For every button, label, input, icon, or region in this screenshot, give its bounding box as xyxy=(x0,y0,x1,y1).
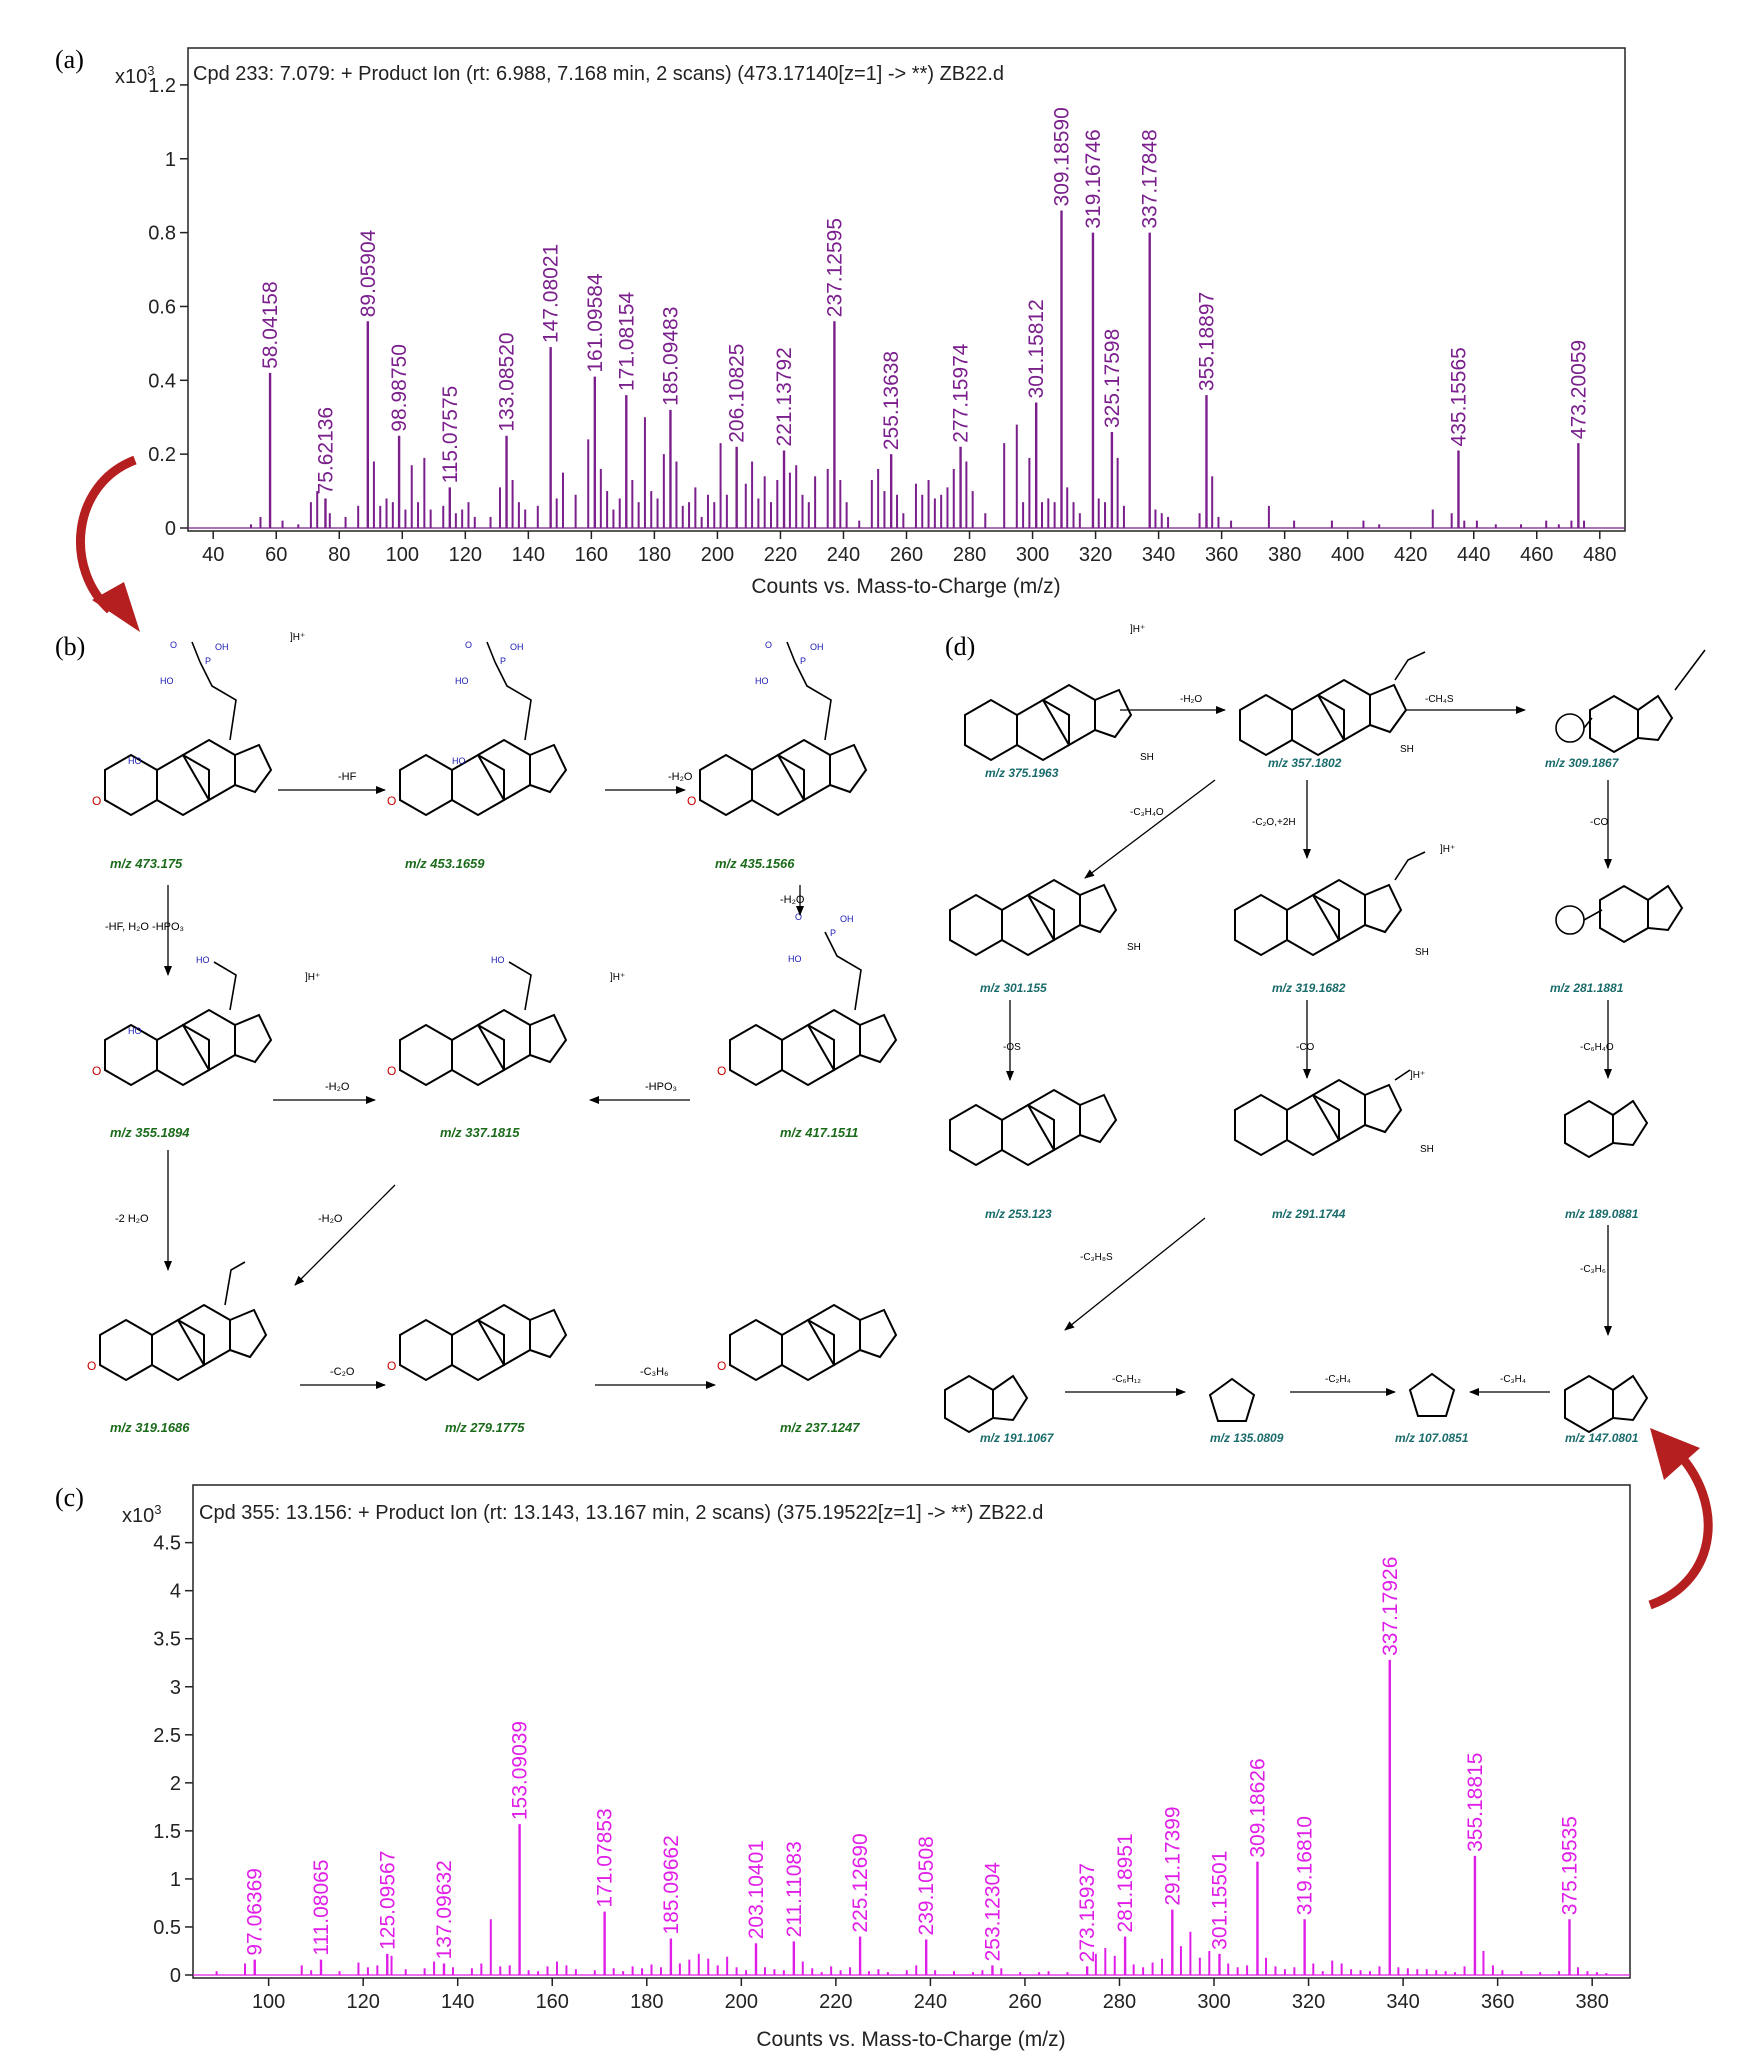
fragmentation-schemes xyxy=(0,624,1743,1480)
spectrum-c-x-axis xyxy=(252,1978,1609,2013)
c-xtick-label: 140 xyxy=(441,1991,475,2013)
a-peak-label: 473.20059 xyxy=(1567,339,1591,440)
svg-text:P: P xyxy=(500,656,507,666)
c-ytick-label: 4.5 xyxy=(153,1532,181,1555)
a-ytick-label: 0.2 xyxy=(148,444,176,467)
svg-text:HO: HO xyxy=(755,676,769,686)
structure-d-191 xyxy=(945,1376,1027,1432)
svg-text:HO: HO xyxy=(128,1026,142,1036)
a-ytick-label: 0.4 xyxy=(148,370,176,393)
structure-d-301 xyxy=(950,880,1116,955)
structure-d-147 xyxy=(1565,1376,1647,1432)
spectrum-c-peaks xyxy=(193,1557,1630,1975)
a-peak-label: 147.08021 xyxy=(539,243,563,344)
c-ytick-label: 4 xyxy=(169,1580,181,1603)
a-peak-label: 435.15565 xyxy=(1447,347,1471,447)
svg-text:OH: OH xyxy=(810,642,824,652)
svg-text:O: O xyxy=(465,640,473,650)
a-peak-label: 337.17848 xyxy=(1138,129,1162,229)
c-peak-label: 111.08065 xyxy=(310,1859,334,1956)
c-ytick-label: 3.5 xyxy=(153,1628,181,1651)
a-ytick-label: 0.8 xyxy=(148,222,176,245)
spectrum-a-scale: $x10^3$ xyxy=(115,63,155,88)
loss-b-9: -C₂O xyxy=(330,1366,355,1378)
svg-text:O: O xyxy=(87,1359,97,1373)
a-xtick-label: 160 xyxy=(574,544,609,566)
svg-text:P: P xyxy=(205,656,212,666)
c-peak-label: 185.09662 xyxy=(659,1835,683,1935)
svg-text:SH: SH xyxy=(1127,942,1141,953)
loss-d-9: -C₃H₈S xyxy=(1080,1252,1113,1263)
spectrum-a-y-axis xyxy=(148,75,188,540)
a-xtick-label: 340 xyxy=(1141,544,1176,566)
svg-text:]H⁺: ]H⁺ xyxy=(610,972,626,983)
svg-text:O: O xyxy=(717,1359,727,1373)
svg-text:O: O xyxy=(92,794,102,808)
a-xtick-label: 40 xyxy=(202,544,225,566)
svg-text:P: P xyxy=(830,928,837,938)
structure-d-253 xyxy=(950,1090,1116,1165)
svg-text:O: O xyxy=(765,640,773,650)
structure-b-417 xyxy=(730,1010,896,1085)
ion-d-107: m/z 107.0851 xyxy=(1395,1431,1469,1445)
svg-text:HO: HO xyxy=(491,955,505,965)
structure-d-319 xyxy=(1235,880,1401,955)
c-peak-label: 125.09567 xyxy=(376,1850,400,1950)
ion-d-191: m/z 191.1067 xyxy=(980,1431,1054,1445)
structure-b-279 xyxy=(400,1305,566,1380)
svg-text:]H⁺: ]H⁺ xyxy=(1130,624,1146,635)
ion-b-453: m/z 453.1659 xyxy=(405,856,485,871)
c-peak-label: 153.09039 xyxy=(508,1720,532,1821)
a-xtick-label: 480 xyxy=(1583,544,1617,566)
spectrum-a-peaks xyxy=(188,107,1625,528)
c-xtick-label: 120 xyxy=(346,1991,380,2013)
a-xtick-label: 400 xyxy=(1330,544,1365,566)
spectrum-a xyxy=(0,40,1743,610)
c-peak-label: 281.18951 xyxy=(1114,1833,1138,1933)
c-xtick-label: 380 xyxy=(1575,1991,1609,2013)
structure-d-291 xyxy=(1235,1080,1401,1155)
arrow-b-337-319 xyxy=(295,1185,395,1285)
spectrum-a-title: Cpd 233: 7.079: + Product Ion (rt: 6.988, 7.168 min, 2 scans) (473.17140[z=1] -> **) ZB22.d xyxy=(193,63,1005,85)
a-xtick-label: 420 xyxy=(1394,544,1428,566)
loss-b-2: -H₂O xyxy=(668,771,693,783)
svg-text:O: O xyxy=(387,1064,397,1078)
loss-b-1: -HF xyxy=(338,771,357,783)
a-peak-label: 171.08154 xyxy=(615,291,639,392)
a-xtick-label: 300 xyxy=(1015,544,1050,566)
a-peak-label: 255.13638 xyxy=(880,350,904,451)
loss-d-12: -C₂H₄ xyxy=(1325,1374,1351,1385)
a-peak-label: 309.18590 xyxy=(1050,107,1074,207)
c-xtick-label: 320 xyxy=(1291,1991,1326,2013)
a-peak-label: 89.05904 xyxy=(356,229,380,318)
loss-b-8: -H₂O xyxy=(318,1213,343,1225)
spectrum-c-title: Cpd 355: 13.156: + Product Ion (rt: 13.143, 13.167 min, 2 scans) (375.19522[z=1] -> **) ZB22.d xyxy=(199,1502,1044,1524)
a-ytick-label: 0 xyxy=(164,518,176,540)
svg-text:O: O xyxy=(717,1064,727,1078)
c-peak-label: 337.17926 xyxy=(1378,1556,1402,1656)
loss-d-4: -C₂O,+2H xyxy=(1252,817,1296,828)
a-peak-label: 75.62136 xyxy=(314,406,338,495)
a-xtick-label: 460 xyxy=(1520,544,1554,566)
c-peak-label: 301.15501 xyxy=(1208,1850,1232,1950)
a-ytick-label: 1 xyxy=(164,148,176,171)
panel-label-c: (c) xyxy=(55,1483,84,1512)
a-xtick-label: 240 xyxy=(826,544,861,566)
svg-text:O: O xyxy=(687,794,697,808)
a-peak-label: 355.18897 xyxy=(1195,291,1219,392)
ion-d-301: m/z 301.155 xyxy=(980,981,1047,995)
c-peak-label: 225.12690 xyxy=(849,1833,873,1933)
structure-b-337 xyxy=(400,1010,566,1085)
ion-b-417: m/z 417.1511 xyxy=(780,1125,859,1140)
ion-b-355: m/z 355.1894 xyxy=(110,1125,190,1140)
c-xtick-label: 220 xyxy=(819,1991,853,2013)
loss-b-7: -2 H₂O xyxy=(115,1213,149,1225)
a-ytick-label: 0.6 xyxy=(148,296,176,319)
svg-text:]H⁺: ]H⁺ xyxy=(290,632,306,643)
c-peak-label: 375.19535 xyxy=(1558,1815,1582,1916)
c-xtick-label: 180 xyxy=(630,1991,664,2013)
loss-d-6: -OS xyxy=(1003,1042,1021,1053)
spectrum-c xyxy=(0,1478,1743,2063)
a-xtick-label: 180 xyxy=(637,544,672,566)
a-xtick-label: 440 xyxy=(1457,544,1491,566)
svg-text:]H⁺: ]H⁺ xyxy=(1410,1070,1426,1081)
loss-d-5: -CO xyxy=(1590,817,1609,828)
c-ytick-label: 1 xyxy=(169,1868,181,1891)
structure-b-355 xyxy=(105,1010,271,1085)
loss-d-8: -C₆H₄O xyxy=(1580,1042,1614,1053)
svg-text:OH: OH xyxy=(840,914,854,924)
loss-d-10: -C₃H₆ xyxy=(1580,1264,1606,1275)
svg-text:O: O xyxy=(387,794,397,808)
svg-text:OH: OH xyxy=(215,642,229,652)
ion-d-147: m/z 147.0801 xyxy=(1565,1431,1639,1445)
svg-text:HO: HO xyxy=(788,954,802,964)
svg-text:O: O xyxy=(387,1359,397,1373)
a-xtick-label: 100 xyxy=(385,544,419,566)
c-ytick-label: 3 xyxy=(169,1676,181,1699)
svg-text:O: O xyxy=(92,1064,102,1078)
loss-b-6: -HPO₃ xyxy=(645,1081,677,1093)
loss-d-11: -C₆H₁₂ xyxy=(1112,1374,1142,1385)
spectrum-a-frame xyxy=(188,48,1625,531)
structure-b-319 xyxy=(100,1305,266,1380)
c-peak-label: 239.10508 xyxy=(915,1836,939,1936)
a-peak-label: 115.07575 xyxy=(438,385,462,484)
a-peak-label: 185.09483 xyxy=(659,306,683,406)
spectrum-c-scale: $x10^3$ xyxy=(122,1502,162,1527)
structure-d-309 xyxy=(1590,696,1672,752)
loss-d-1: -H₂O xyxy=(1180,694,1203,705)
panel-label-a: (a) xyxy=(55,45,84,74)
svg-text:SH: SH xyxy=(1415,947,1429,958)
svg-text:SH: SH xyxy=(1140,752,1154,763)
ion-d-135: m/z 135.0809 xyxy=(1210,1431,1284,1445)
structure-d-281 xyxy=(1600,886,1682,942)
ion-b-473: m/z 473.175 xyxy=(110,856,183,871)
ion-b-319: m/z 319.1686 xyxy=(110,1420,190,1435)
svg-text:HO: HO xyxy=(160,676,174,686)
svg-text:HO: HO xyxy=(196,955,210,965)
loss-b-5: -H₂O xyxy=(325,1081,350,1093)
a-peak-label: 58.04158 xyxy=(259,281,283,369)
structure-b-453 xyxy=(400,740,566,815)
c-ytick-label: 2 xyxy=(169,1772,181,1795)
c-peak-label: 309.18626 xyxy=(1246,1758,1270,1858)
spectrum-a-xlabel: Counts vs. Mass-to-Charge (m/z) xyxy=(751,575,1061,598)
a-xtick-label: 140 xyxy=(511,544,546,566)
c-peak-label: 97.06369 xyxy=(243,1868,267,1956)
ion-d-375: m/z 375.1963 xyxy=(985,766,1059,780)
a-peak-label: 133.08520 xyxy=(495,332,519,432)
c-xtick-label: 160 xyxy=(535,1991,569,2013)
svg-text:SH: SH xyxy=(1400,744,1414,755)
c-xtick-label: 100 xyxy=(251,1991,286,2013)
structure-d-375 xyxy=(965,685,1131,760)
loss-d-3: -C₃H₄O xyxy=(1130,807,1164,818)
ion-d-189: m/z 189.0881 xyxy=(1565,1207,1639,1221)
c-xtick-label: 280 xyxy=(1102,1991,1137,2013)
svg-text:OH: OH xyxy=(510,642,524,652)
spectrum-c-frame xyxy=(193,1485,1630,1978)
a-peak-label: 161.09584 xyxy=(583,273,607,373)
c-ytick-label: 0.5 xyxy=(153,1916,181,1939)
ion-d-281: m/z 281.1881 xyxy=(1550,981,1624,995)
svg-text:HO: HO xyxy=(128,756,142,766)
c-xtick-label: 360 xyxy=(1480,1991,1515,2013)
a-xtick-label: 60 xyxy=(265,544,288,566)
c-peak-label: 211.11083 xyxy=(782,1841,806,1938)
c-ytick-label: 2.5 xyxy=(153,1724,181,1747)
structure-b-435 xyxy=(700,740,866,815)
ion-d-253: m/z 253.123 xyxy=(985,1207,1052,1221)
c-peak-label: 355.18815 xyxy=(1463,1752,1487,1852)
structure-d-107 xyxy=(1410,1374,1454,1416)
structure-d-189 xyxy=(1565,1101,1647,1157)
loss-b-10: -C₃H₆ xyxy=(640,1366,669,1378)
ion-d-319: m/z 319.1682 xyxy=(1272,981,1346,995)
c-peak-label: 253.12304 xyxy=(981,1862,1005,1962)
a-xtick-label: 380 xyxy=(1267,544,1302,566)
structure-b-473 xyxy=(105,740,271,815)
a-peak-label: 319.16746 xyxy=(1081,129,1105,229)
a-xtick-label: 120 xyxy=(448,544,483,566)
c-xtick-label: 260 xyxy=(1008,1991,1042,2013)
c-peak-label: 273.15937 xyxy=(1076,1863,1100,1963)
c-peak-label: 137.09632 xyxy=(432,1860,456,1960)
a-peak-label: 206.10825 xyxy=(725,343,749,443)
structure-d-135 xyxy=(1210,1379,1254,1421)
c-xtick-label: 200 xyxy=(724,1991,759,2013)
c-peak-label: 291.17399 xyxy=(1161,1806,1185,1906)
a-xtick-label: 260 xyxy=(889,544,924,566)
a-xtick-label: 200 xyxy=(700,544,735,566)
a-peak-label: 221.13792 xyxy=(773,347,797,447)
ion-d-291: m/z 291.1744 xyxy=(1272,1207,1346,1221)
loss-b-3: -HF, H₂O -HPO₃ xyxy=(105,921,185,933)
ion-b-435: m/z 435.1566 xyxy=(715,856,795,871)
a-peak-label: 237.12595 xyxy=(823,217,847,318)
ion-b-237: m/z 237.1247 xyxy=(780,1420,860,1435)
loss-d-7: -CO xyxy=(1296,1042,1315,1053)
a-peak-label: 301.15812 xyxy=(1025,299,1049,399)
panel-label-b: (b) xyxy=(55,632,86,661)
a-ytick-label: 1.2 xyxy=(148,74,176,97)
structure-b-237 xyxy=(730,1305,896,1380)
a-peak-label: 98.98750 xyxy=(388,344,412,432)
loss-d-13: -C₃H₄ xyxy=(1500,1374,1526,1385)
svg-text:P: P xyxy=(800,656,807,666)
svg-text:HO: HO xyxy=(455,676,469,686)
c-peak-label: 319.16810 xyxy=(1293,1815,1317,1916)
a-xtick-label: 80 xyxy=(328,544,351,566)
a-xtick-label: 220 xyxy=(763,544,798,566)
spectrum-a-x-axis xyxy=(202,531,1616,566)
ion-d-309: m/z 309.1867 xyxy=(1545,756,1619,770)
structure-d-357 xyxy=(1240,680,1406,755)
a-xtick-label: 320 xyxy=(1078,544,1113,566)
red-curved-arrow-left xyxy=(40,450,150,640)
c-xtick-label: 300 xyxy=(1197,1991,1231,2013)
spectrum-c-y-axis xyxy=(153,1533,193,1987)
c-xtick-label: 340 xyxy=(1386,1991,1420,2013)
svg-text:HO: HO xyxy=(452,756,466,766)
svg-text:]H⁺: ]H⁺ xyxy=(1440,844,1456,855)
loss-b-4: -H₂O xyxy=(780,894,805,906)
svg-text:SH: SH xyxy=(1420,1144,1434,1155)
svg-text:]H⁺: ]H⁺ xyxy=(305,972,321,983)
c-ytick-label: 1.5 xyxy=(153,1820,181,1843)
c-ytick-label: 0 xyxy=(169,1965,181,1987)
svg-text:O: O xyxy=(795,912,803,922)
arrow-d-291-191 xyxy=(1065,1218,1205,1330)
spectrum-c-xlabel: Counts vs. Mass-to-Charge (m/z) xyxy=(756,2028,1066,2051)
arrow-d-357-301 xyxy=(1085,780,1215,878)
a-xtick-label: 280 xyxy=(952,544,987,566)
panel-label-d: (d) xyxy=(945,632,976,661)
svg-text:O: O xyxy=(170,640,178,650)
ion-d-357: m/z 357.1802 xyxy=(1268,756,1342,770)
a-peak-label: 277.15974 xyxy=(949,343,973,443)
ion-b-337: m/z 337.1815 xyxy=(440,1125,520,1140)
c-peak-label: 203.10401 xyxy=(745,1840,769,1940)
c-xtick-label: 240 xyxy=(913,1991,948,2013)
c-peak-label: 171.07853 xyxy=(593,1808,617,1908)
ion-b-279: m/z 279.1775 xyxy=(445,1420,525,1435)
a-peak-label: 325.17598 xyxy=(1100,328,1124,428)
a-xtick-label: 360 xyxy=(1204,544,1239,566)
loss-d-2: -CH₄S xyxy=(1425,694,1454,705)
